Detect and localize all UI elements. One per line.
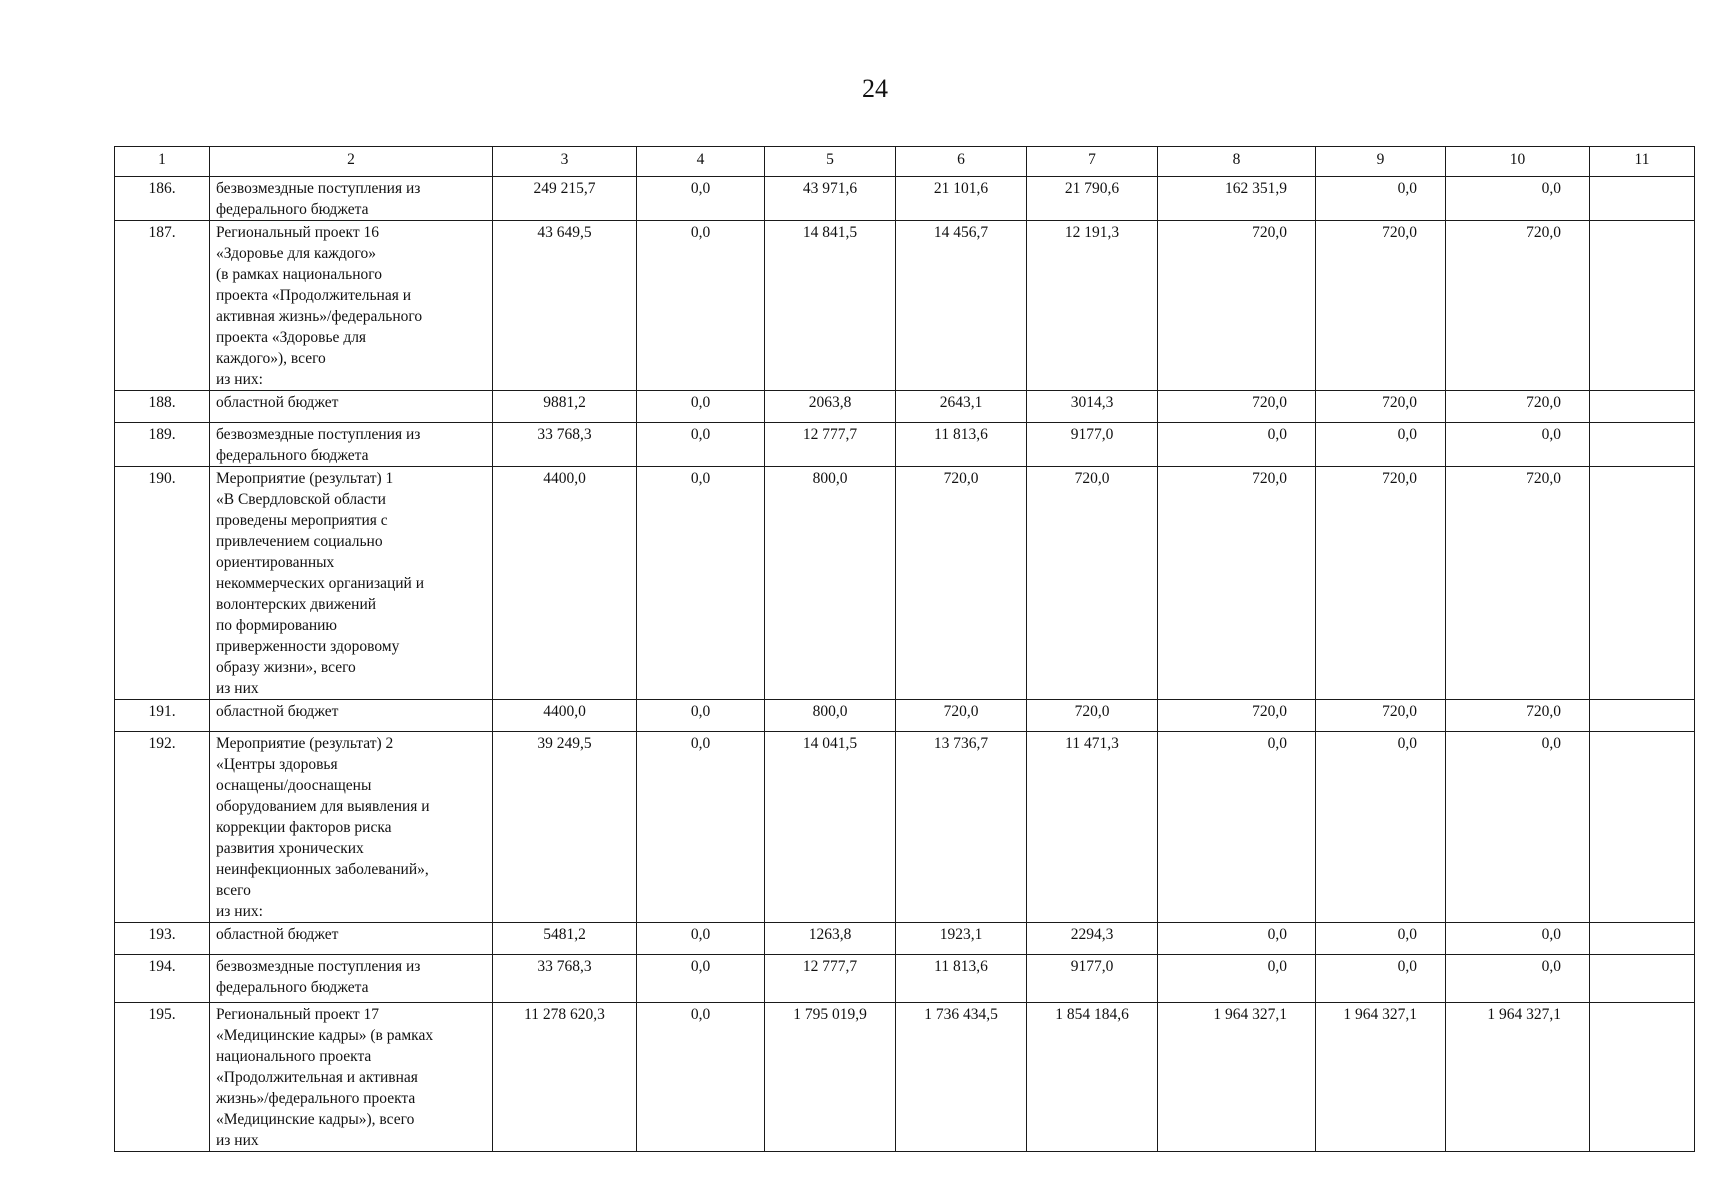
value-cell: 0,0	[1446, 732, 1590, 923]
value-cell: 12 191,3	[1027, 221, 1158, 391]
table-row	[115, 177, 1695, 221]
value-cell: 13 736,7	[896, 732, 1027, 923]
value-cell: 800,0	[765, 700, 896, 732]
row-number: 188.	[115, 391, 210, 423]
value-cell: 1 964 327,1	[1316, 1003, 1446, 1152]
value-cell: 720,0	[1316, 221, 1446, 391]
value-cell: 1263,8	[765, 923, 896, 955]
value-cell: 0,0	[1158, 732, 1316, 923]
table-row	[115, 923, 1695, 955]
value-cell: 0,0	[1446, 923, 1590, 955]
column-header: 6	[896, 147, 1027, 177]
value-cell: 43 971,6	[765, 177, 896, 221]
column-header: 9	[1316, 147, 1446, 177]
value-cell: 39 249,5	[493, 732, 637, 923]
row-description: Региональный проект 16 «Здоровье для каждого» (в рамках национального проекта «Продолжительная и активная жизнь»/федерального проекта «Здоровье для каждого»), всего из них:	[210, 221, 493, 391]
value-cell: 0,0	[637, 467, 765, 700]
value-cell: 1 736 434,5	[896, 1003, 1027, 1152]
value-cell	[1590, 391, 1695, 423]
value-cell: 0,0	[1316, 732, 1446, 923]
value-cell: 720,0	[1316, 700, 1446, 732]
value-cell: 0,0	[637, 423, 765, 467]
value-cell: 5481,2	[493, 923, 637, 955]
value-cell: 0,0	[637, 1003, 765, 1152]
table-row	[115, 1003, 1695, 1152]
row-number: 195.	[115, 1003, 210, 1152]
value-cell: 720,0	[1158, 467, 1316, 700]
value-cell: 1 854 184,6	[1027, 1003, 1158, 1152]
value-cell	[1590, 700, 1695, 732]
value-cell: 33 768,3	[493, 955, 637, 1003]
value-cell: 9177,0	[1027, 955, 1158, 1003]
table-row	[115, 955, 1695, 1003]
value-cell	[1590, 177, 1695, 221]
page-number: 24	[862, 74, 888, 103]
row-number: 194.	[115, 955, 210, 1003]
value-cell: 720,0	[1158, 700, 1316, 732]
value-cell: 9177,0	[1027, 423, 1158, 467]
row-number: 186.	[115, 177, 210, 221]
value-cell: 43 649,5	[493, 221, 637, 391]
value-cell	[1590, 955, 1695, 1003]
table-row	[115, 391, 1695, 423]
column-header: 10	[1446, 147, 1590, 177]
column-header: 2	[210, 147, 493, 177]
value-cell: 9881,2	[493, 391, 637, 423]
value-cell: 0,0	[637, 923, 765, 955]
value-cell: 720,0	[1158, 391, 1316, 423]
table-row	[115, 700, 1695, 732]
value-cell: 0,0	[1446, 423, 1590, 467]
value-cell: 21 101,6	[896, 177, 1027, 221]
value-cell: 720,0	[1027, 467, 1158, 700]
budget-table	[114, 146, 1695, 1152]
value-cell: 0,0	[1316, 923, 1446, 955]
table-row	[115, 221, 1695, 391]
value-cell: 1 964 327,1	[1158, 1003, 1316, 1152]
row-description: безвозмездные поступления из федерального бюджета	[210, 177, 493, 221]
value-cell: 720,0	[1158, 221, 1316, 391]
row-description: Региональный проект 17 «Медицинские кадры» (в рамках национального проекта «Продолжительная и активная жизнь»/федерального проекта «Медицинские кадры»), всего из них	[210, 1003, 493, 1152]
value-cell: 0,0	[1158, 923, 1316, 955]
value-cell: 4400,0	[493, 467, 637, 700]
value-cell: 720,0	[1446, 391, 1590, 423]
value-cell: 0,0	[1158, 955, 1316, 1003]
value-cell: 1 964 327,1	[1446, 1003, 1590, 1152]
value-cell	[1590, 923, 1695, 955]
value-cell: 720,0	[896, 700, 1027, 732]
value-cell: 720,0	[896, 467, 1027, 700]
table-row	[115, 423, 1695, 467]
value-cell: 0,0	[637, 391, 765, 423]
value-cell: 1 795 019,9	[765, 1003, 896, 1152]
value-cell: 2063,8	[765, 391, 896, 423]
value-cell: 0,0	[1316, 955, 1446, 1003]
row-description: областной бюджет	[210, 391, 493, 423]
value-cell: 2643,1	[896, 391, 1027, 423]
value-cell	[1590, 732, 1695, 923]
value-cell: 800,0	[765, 467, 896, 700]
value-cell: 4400,0	[493, 700, 637, 732]
value-cell: 0,0	[637, 955, 765, 1003]
value-cell: 720,0	[1316, 467, 1446, 700]
column-header: 3	[493, 147, 637, 177]
value-cell: 14 456,7	[896, 221, 1027, 391]
value-cell: 11 471,3	[1027, 732, 1158, 923]
row-description: областной бюджет	[210, 700, 493, 732]
table-row	[115, 467, 1695, 700]
value-cell: 720,0	[1446, 700, 1590, 732]
value-cell: 14 041,5	[765, 732, 896, 923]
value-cell: 21 790,6	[1027, 177, 1158, 221]
value-cell: 162 351,9	[1158, 177, 1316, 221]
value-cell: 14 841,5	[765, 221, 896, 391]
value-cell: 0,0	[1316, 177, 1446, 221]
row-description: безвозмездные поступления из федерального бюджета	[210, 955, 493, 1003]
value-cell: 2294,3	[1027, 923, 1158, 955]
row-description: Мероприятие (результат) 1 «В Свердловской области проведены мероприятия с привлечением социально ориентированных некоммерческих организаций и волонтерских движений по формированию приверженности здоровому образу жизни», всего из них	[210, 467, 493, 700]
value-cell	[1590, 1003, 1695, 1152]
value-cell: 720,0	[1446, 467, 1590, 700]
row-number: 190.	[115, 467, 210, 700]
value-cell: 12 777,7	[765, 423, 896, 467]
value-cell: 249 215,7	[493, 177, 637, 221]
value-cell: 3014,3	[1027, 391, 1158, 423]
value-cell: 0,0	[637, 177, 765, 221]
value-cell: 11 813,6	[896, 423, 1027, 467]
row-number: 193.	[115, 923, 210, 955]
row-description: безвозмездные поступления из федерального бюджета	[210, 423, 493, 467]
column-header: 5	[765, 147, 896, 177]
row-number: 191.	[115, 700, 210, 732]
value-cell: 0,0	[637, 700, 765, 732]
value-cell: 0,0	[1316, 423, 1446, 467]
value-cell: 720,0	[1316, 391, 1446, 423]
value-cell	[1590, 423, 1695, 467]
value-cell: 33 768,3	[493, 423, 637, 467]
row-number: 187.	[115, 221, 210, 391]
table-body	[115, 177, 1695, 1152]
value-cell	[1590, 221, 1695, 391]
value-cell: 12 777,7	[765, 955, 896, 1003]
value-cell: 720,0	[1027, 700, 1158, 732]
value-cell: 0,0	[1158, 423, 1316, 467]
value-cell: 11 813,6	[896, 955, 1027, 1003]
column-header: 1	[115, 147, 210, 177]
column-header: 7	[1027, 147, 1158, 177]
column-header: 4	[637, 147, 765, 177]
row-number: 192.	[115, 732, 210, 923]
row-description: областной бюджет	[210, 923, 493, 955]
header-row	[115, 147, 1695, 177]
row-description: Мероприятие (результат) 2 «Центры здоровья оснащены/дооснащены оборудованием для выявления и коррекции факторов риска развития хронических неинфекционных заболеваний», всего из них:	[210, 732, 493, 923]
value-cell: 0,0	[1446, 177, 1590, 221]
row-number: 189.	[115, 423, 210, 467]
column-header: 11	[1590, 147, 1695, 177]
column-header: 8	[1158, 147, 1316, 177]
value-cell: 0,0	[637, 732, 765, 923]
value-cell: 0,0	[637, 221, 765, 391]
value-cell: 1923,1	[896, 923, 1027, 955]
value-cell: 0,0	[1446, 955, 1590, 1003]
value-cell: 11 278 620,3	[493, 1003, 637, 1152]
table-row	[115, 732, 1695, 923]
value-cell	[1590, 467, 1695, 700]
value-cell: 720,0	[1446, 221, 1590, 391]
